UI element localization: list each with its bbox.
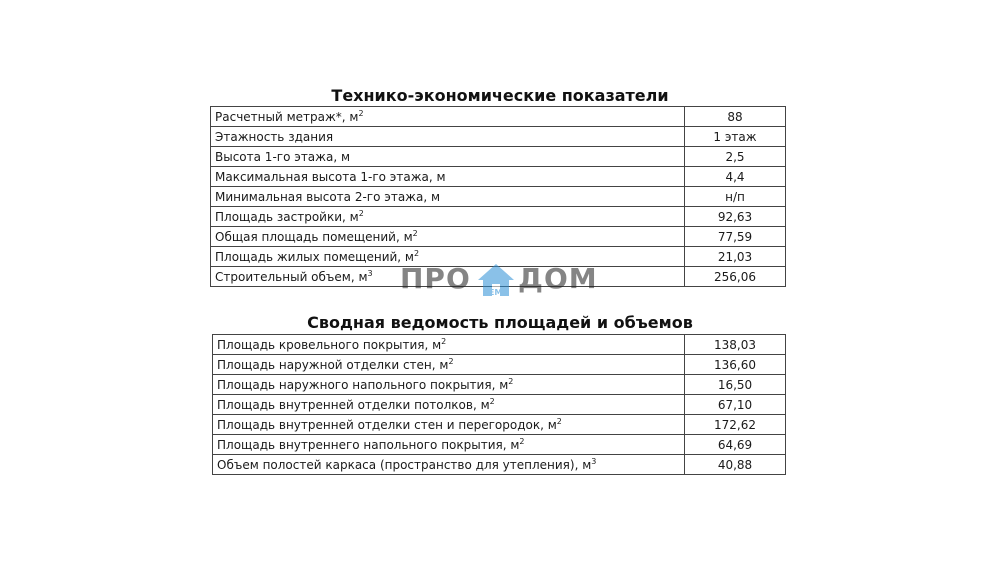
watermark-logo <box>400 262 600 298</box>
row-label-text: Этажность здания <box>215 129 334 144</box>
row-label <box>213 375 685 395</box>
row-label <box>213 335 685 355</box>
row-value: 4,4 <box>685 167 786 187</box>
row-label <box>213 435 685 455</box>
row-label-text: Площадь наружной отделки стен, м <box>217 357 449 372</box>
table-row <box>211 227 786 247</box>
table-row <box>211 187 786 207</box>
row-label-text: Площадь внутренней отделки потолков, м <box>217 397 490 412</box>
table-row <box>211 207 786 227</box>
row-value: 88 <box>685 107 786 127</box>
row-label-text: Общая площадь помещений, м <box>215 229 413 244</box>
row-value: 77,59 <box>685 227 786 247</box>
row-value: 256,06 <box>685 267 786 287</box>
row-label-text: Объем полостей каркаса (пространство для утепления), м <box>217 457 592 472</box>
unit-superscript: 3 <box>367 268 373 278</box>
row-value: 21,03 <box>685 247 786 267</box>
row-label <box>211 187 685 207</box>
row-label <box>211 147 685 167</box>
table-row <box>213 395 786 415</box>
row-label-text: Площадь наружного напольного покрытия, м <box>217 377 509 392</box>
row-value: 136,60 <box>685 355 786 375</box>
table-row <box>213 455 786 475</box>
row-label <box>211 207 685 227</box>
row-label <box>211 127 685 147</box>
row-value: 172,62 <box>685 415 786 435</box>
row-value: 138,03 <box>685 335 786 355</box>
table-row <box>213 415 786 435</box>
row-label <box>213 455 685 475</box>
tech-indicators-table <box>210 106 786 287</box>
unit-superscript: 2 <box>448 356 454 366</box>
table-row <box>211 147 786 167</box>
row-value: 16,50 <box>685 375 786 395</box>
unit-superscript: 2 <box>441 336 447 346</box>
unit-superscript: 2 <box>412 228 418 238</box>
row-label-text: Площадь внутренней отделки стен и перегородок, м <box>217 417 557 432</box>
row-label <box>211 107 685 127</box>
row-value: 40,88 <box>685 455 786 475</box>
table-row <box>213 375 786 395</box>
row-label-text: Расчетный метраж*, м <box>215 109 359 124</box>
row-label-text: Площадь кровельного покрытия, м <box>217 337 442 352</box>
logo-text-right: ДОМ <box>518 262 598 295</box>
table-row <box>211 127 786 147</box>
row-value: 92,63 <box>685 207 786 227</box>
summary-areas-title: Сводная ведомость площадей и объемов <box>307 313 693 332</box>
row-label-text: Площадь жилых помещений, м <box>215 249 414 264</box>
unit-superscript: 3 <box>591 456 597 466</box>
unit-superscript: 2 <box>413 248 420 258</box>
row-label-text: Площадь застройки, м <box>215 209 359 224</box>
row-label <box>211 167 685 187</box>
row-label <box>213 415 685 435</box>
table-row <box>211 167 786 187</box>
unit-superscript: 2 <box>556 416 562 426</box>
row-value: 2,5 <box>685 147 786 167</box>
row-label-text: Максимальная высота 1-го этажа, м <box>215 169 446 184</box>
unit-superscript: 2 <box>358 108 364 118</box>
tech-indicators-title: Технико-экономические показатели <box>331 86 669 105</box>
row-value: 64,69 <box>685 435 786 455</box>
row-value: 67,10 <box>685 395 786 415</box>
row-value: 1 этаж <box>685 127 786 147</box>
row-label <box>211 227 685 247</box>
row-value: н/п <box>685 187 786 207</box>
logo-text-left: ПРО <box>400 262 471 295</box>
table-row <box>213 335 786 355</box>
row-label <box>213 355 685 375</box>
row-label-text: Строительный объем, м <box>215 269 368 284</box>
row-label <box>213 395 685 415</box>
table-row <box>213 355 786 375</box>
unit-superscript: 2 <box>358 208 364 218</box>
logo-subtext: РЕМ <box>483 288 503 297</box>
table-row <box>211 107 786 127</box>
row-label-text: Высота 1-го этажа, м <box>215 149 351 164</box>
row-label-text: Минимальная высота 2-го этажа, м <box>215 189 441 204</box>
summary-areas-table <box>212 334 786 475</box>
table-row <box>213 435 786 455</box>
unit-superscript: 2 <box>519 436 525 446</box>
unit-superscript: 2 <box>489 396 495 406</box>
row-label-text: Площадь внутреннего напольного покрытия, м <box>217 437 520 452</box>
unit-superscript: 2 <box>508 376 514 386</box>
